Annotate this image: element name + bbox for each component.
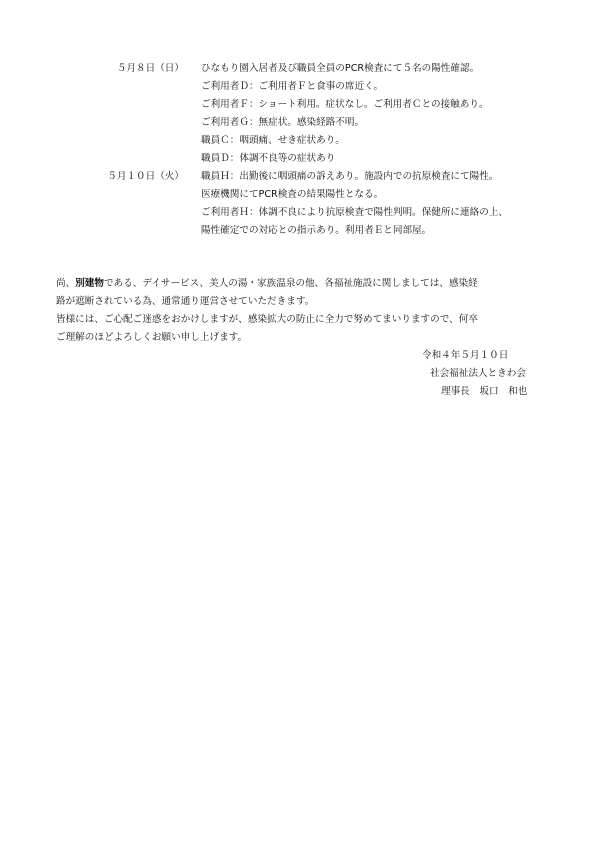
timeline-entry: ご利用者Ｈ：体調不良により抗原検査で陽性判明。保健所に連絡の上、 [201,207,508,218]
signature-organization: 社会福祉法人ときわ会 [430,368,526,379]
notice-line-4: ご理解のほどよろしくお願い申し上げます。 [56,332,248,343]
notice-line-2: 路が遮断されている為、通常通り運営させていただきます。 [56,296,315,307]
notice-bold-term: 別建物 [75,278,104,289]
timeline-entry: 職員Ｈ：出勤後に咽頭痛の訴えあり。施設内での抗原検査にて陽性。 [201,171,499,182]
timeline-entry: 職員Ｃ：咽頭痛、せき症状あり。 [201,135,345,146]
notice-line-3: 皆様には、ご心配ご迷惑をおかけしますが、感染拡大の防止に全力で努めてまいりますので、何卒 [56,314,478,325]
notice-prefix: 尚、 [56,278,76,289]
timeline-entry: ひなもり園入居者及び職員全員のPCR検査にて５名の陽性確認。 [201,63,480,74]
timeline-date-2: ５月１０日（火） [107,171,184,182]
timeline-entry: 職員Ｄ：体調不良等の症状あり [201,153,336,164]
timeline-entry: 陽性確定での対応との指示あり。利用者Ｅと同部屋。 [201,225,432,236]
timeline-entry: ご利用者Ｄ：ご利用者Ｆと食事の席近く。 [201,81,384,92]
timeline-entry: 医療機関にてPCR検査の結果陽性となる。 [201,189,384,200]
timeline-date-1: ５月８日（日） [116,63,184,74]
timeline-entry: ご利用者Ｆ：ショート利用。症状なし。ご利用者Ｃとの接触あり。 [201,99,489,110]
signature-title-name: 理事長 坂口 和也 [441,386,528,397]
notice-line-1-rest: である、デイサービス、美人の湯・家族温泉の他、各福祉施設に関しましては、感染経 [103,278,478,289]
signature-date: 令和４年５月１０日 [422,350,509,361]
notice-line-1 [56,278,478,290]
timeline-entry: ご利用者Ｇ：無症状。感染経路不明。 [201,117,365,128]
